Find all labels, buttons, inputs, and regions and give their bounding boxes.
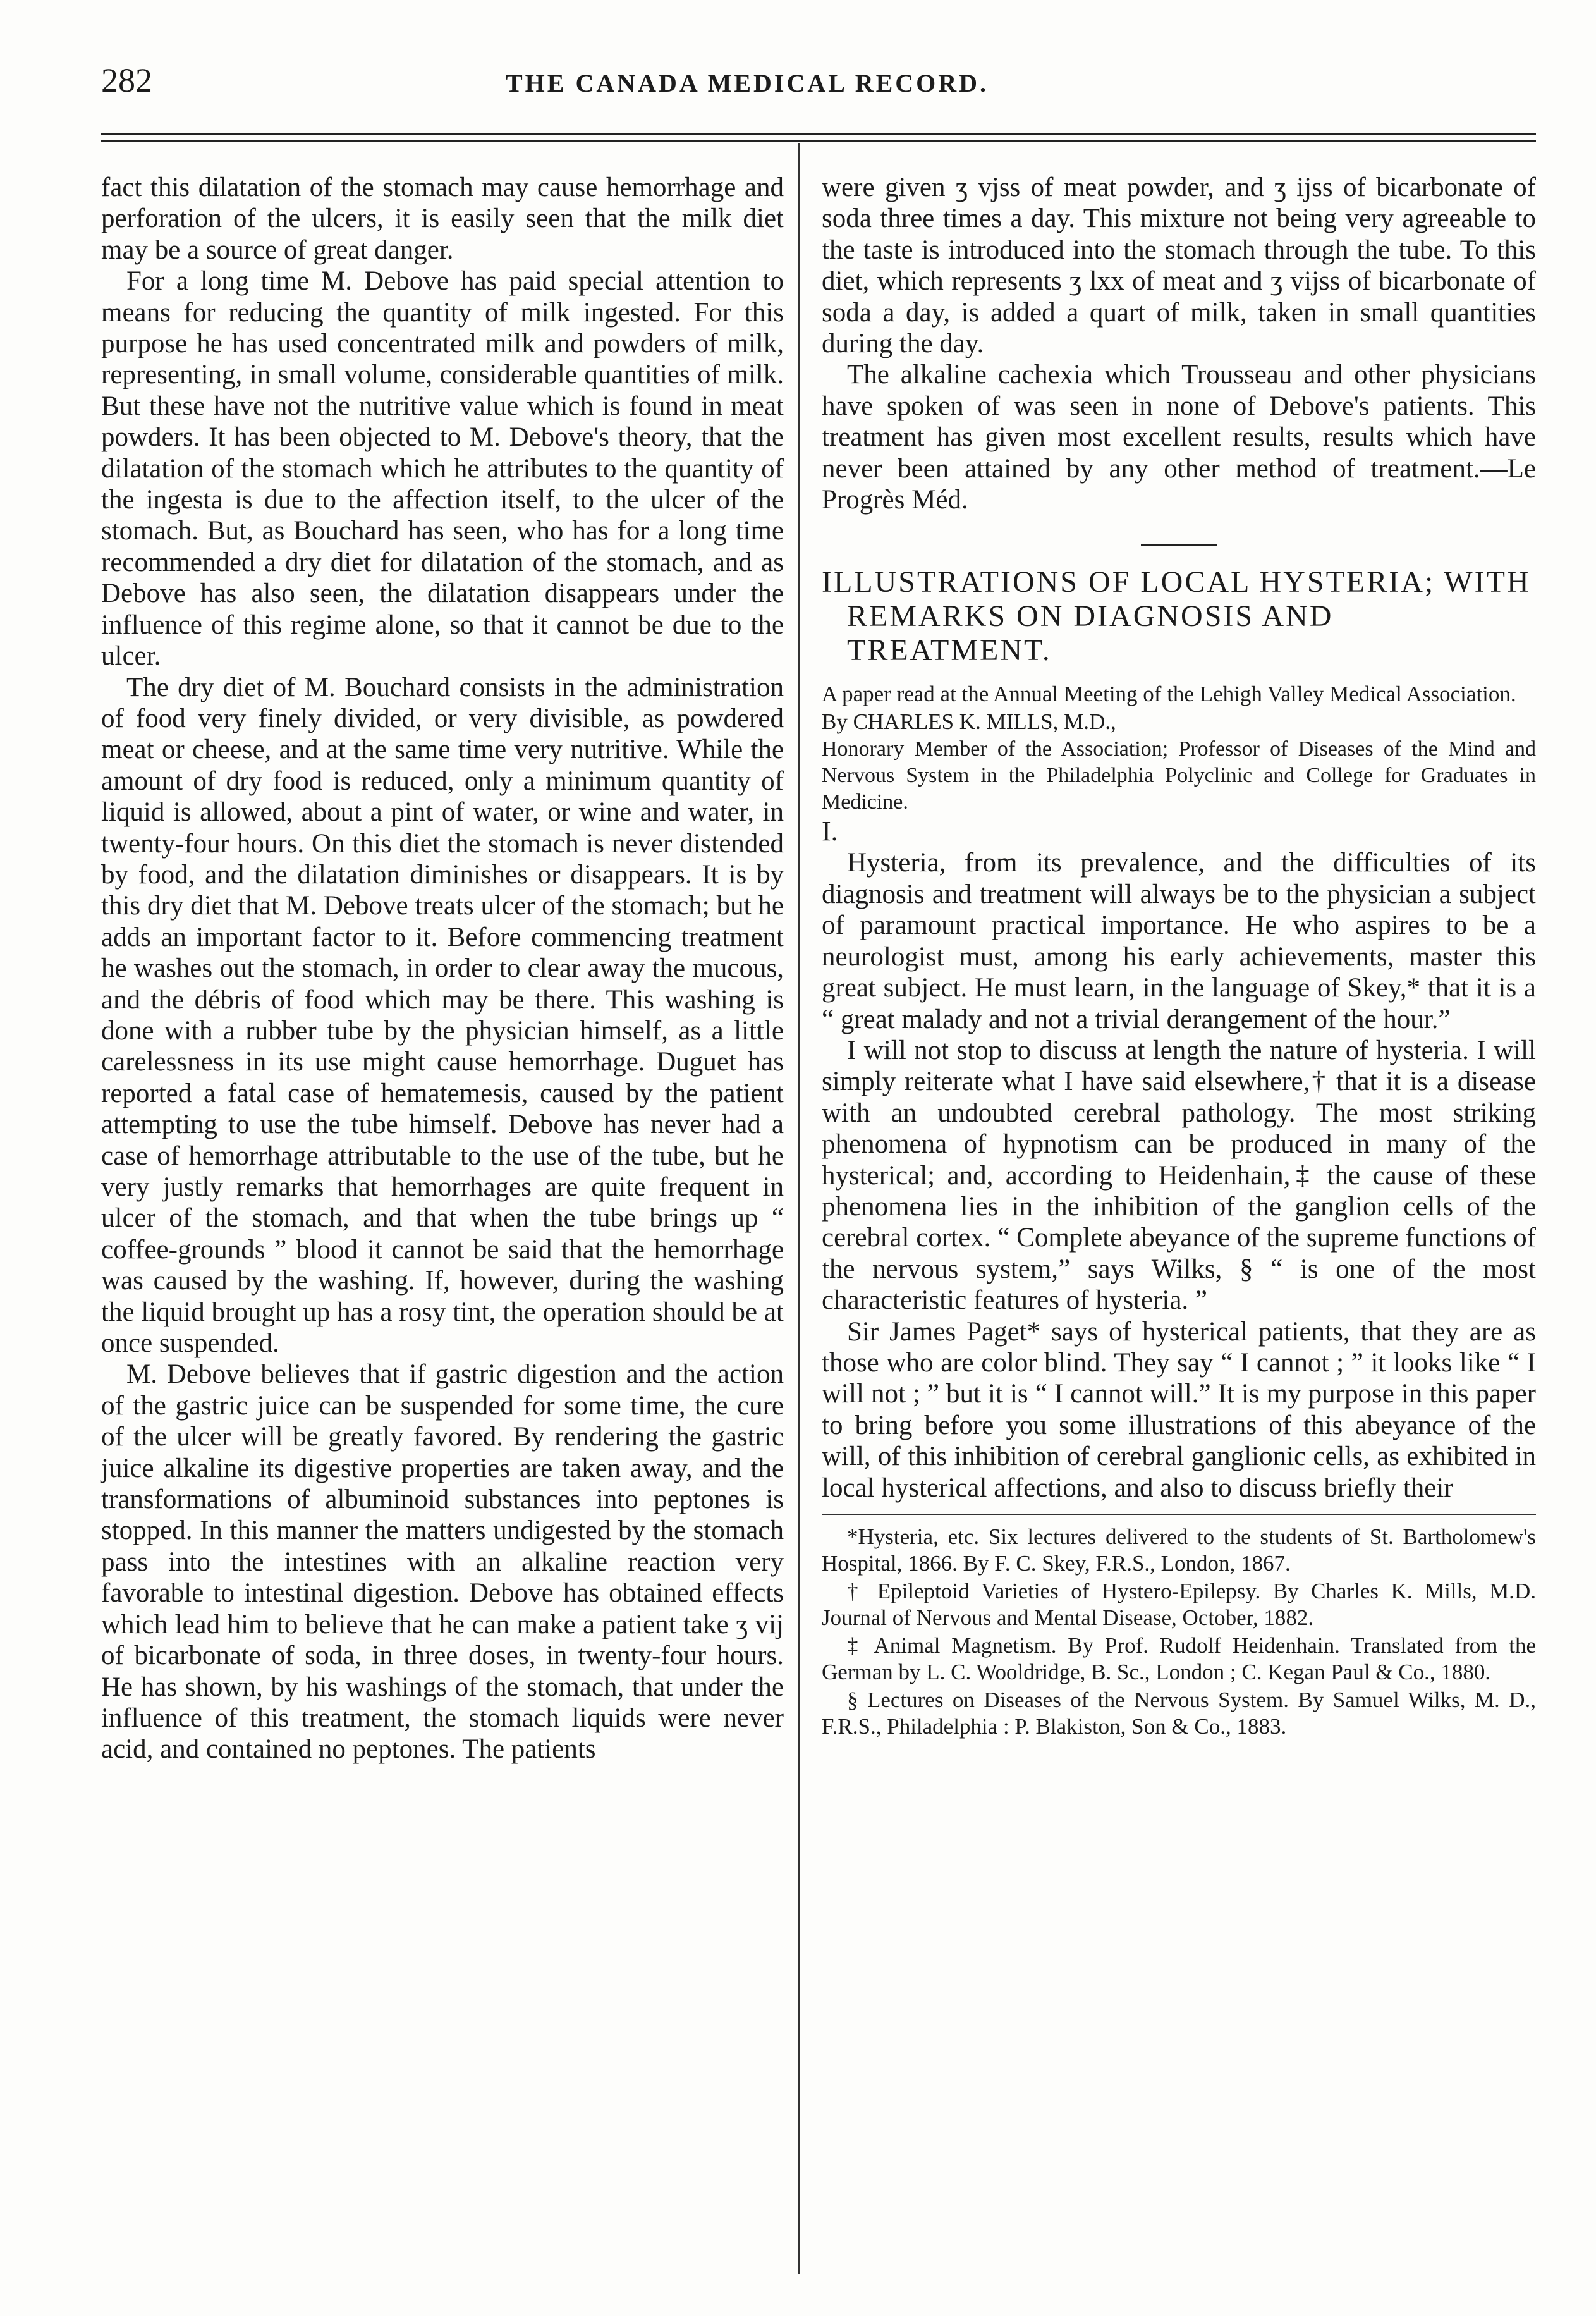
journal-title: THE CANADA MEDICAL RECORD. bbox=[506, 69, 989, 97]
header-rule bbox=[101, 133, 1536, 135]
footnote: † Epileptoid Varieties of Hystero-Epilepsy. By Charles K. Mills, M.D. Journal of Nervous and Mental Disease, October, 1882. bbox=[822, 1579, 1536, 1630]
footnote: ‡ Animal Magnetism. By Prof. Rudolf Heidenhain. Translated from the German by L. C. Wooldridge, B. Sc., London ; C. Kegan Paul & Co., 1880. bbox=[822, 1633, 1536, 1684]
body-paragraph: were given ʒ vjss of meat powder, and ʒ ijss of bicarbonate of soda three times a day. This mixture not being very agreeable to the taste is introduced into the stomach through the tube. To this diet, which represents ʒ lxx of meat and ʒ vijss of bicarbonate of soda a day, is added a quart of milk, taken in small quantities during the day. bbox=[822, 173, 1536, 359]
footnote: § Lectures on Diseases of the Nervous System. By Samuel Wilks, M. D., F.R.S., Philadelphia : P. Blakiston, Son & Co., 1883. bbox=[822, 1688, 1536, 1739]
page-number: 282 bbox=[101, 61, 152, 99]
body-paragraph: I will not stop to discuss at length the nature of hysteria. I will simply reiterate what I have said elsewhere,† that it is a disease with an undoubted cerebral pathology. The most striking phenomena of hypnotism can be produced in many of the hysterical; and, according to Heidenhain,‡ the cause of these phenomena lies in the inhibition of the ganglion cells of the cerebral cortex. “ Complete abeyance of the supreme functions of the nervous system,” says Wilks, § “ is one of the most characteristic features of hysteria. ” bbox=[822, 1035, 1536, 1316]
article-title: ILLUSTRATIONS OF LOCAL HYSTERIA; WITH REMARKS ON DIAGNOSIS AND TREATMENT. bbox=[822, 565, 1531, 668]
body-paragraph: For a long time M. Debove has paid special attention to means for reducing the quantity of milk ingested. For this purpose he has used concentrated milk and powders of milk, representing, in small volume, considerable quantities of milk. But these have not the nutritive value which is found in meat powders. It has been objected to M. Debove's theory, that the dilatation of the stomach which he attributes to the quantity of the ingesta is due to the affection itself, to the ulcer of the stomach. But, as Bouchard has seen, who has for a long time recommended a dry diet for dilatation of the stomach, and as Debove has also seen, the dilatation disappears under the influence of this regime alone, so that it cannot be due to the ulcer. bbox=[101, 266, 784, 671]
article-byline: By CHARLES K. MILLS, M.D., bbox=[822, 709, 1116, 735]
header-rule-double bbox=[101, 140, 1536, 142]
article-separator bbox=[1141, 544, 1217, 546]
footnote: *Hysteria, etc. Six lectures delivered to the students of St. Bartholomew's Hospital, 1866. By F. C. Skey, F.R.S., London, 1867. bbox=[822, 1524, 1536, 1576]
column-divider bbox=[798, 143, 800, 2274]
body-paragraph: The dry diet of M. Bouchard consists in the administration of food very finely divided, or very divisible, as powdered meat or cheese, and at the same time very nutritive. While the amount of dry food is reduced, only a minimum quantity of liquid is allowed, about a pint of water, or wine and water, in twenty-four hours. On this diet the stomach is never distended by food, and the dilatation diminishes or disappears. It is by this dry diet that M. Debove treats ulcer of the stomach; but he adds an important factor to it. Before commencing treatment he washes out the stomach, in order to clear away the mucous, and the débris of food which may be there. This washing is done with a rubber tube by the physician himself, as a little carelessness in its use might cause hemorrhage. Duguet has reported a fatal case of hematemesis, caused by the patient attempting to use the tube himself. Debove has never had a case of hemorrhage attributable to the use of the tube, but he very justly remarks that hemorrhages are quite frequent in ulcer of the stomach, and that when the tube brings up “ coffee-grounds ” blood it cannot be said that the hemorrhage was caused by the washing. If, however, during the washing the liquid brought up has a rosy tint, the operation should be at once suspended. bbox=[101, 672, 784, 1359]
footnote-rule bbox=[822, 1514, 1536, 1515]
body-paragraph: The alkaline cachexia which Trousseau and other physicians have spoken of was seen in none of Debove's patients. This treatment has given most excellent results, results which have never been attained by any other method of treatment.—Le Progrès Méd. bbox=[822, 360, 1536, 515]
body-paragraph: Sir James Paget* says of hysterical patients, that they are as those who are color blind. They say “ I cannot ; ” it looks like “ I will not ; ” but it is “ I cannot will.” It is my purpose in this paper to bring before you some illustrations of this abeyance of the will, of this inhibition of cerebral ganglionic cells, as exhibited in local hysterical affections, and also to discuss briefly their bbox=[822, 1316, 1536, 1503]
article-subtitle: A paper read at the Annual Meeting of the Lehigh Valley Medical Association. bbox=[822, 682, 1516, 707]
body-paragraph: M. Debove believes that if gastric digestion and the action of the gastric juice can be suspended for some time, the cure of the ulcer will be greatly favored. By rendering the gastric juice alkaline its digestive properties are taken away, and the transformations of albuminoid substances into peptones is stopped. In this manner the matters undigested by the stomach pass into the intestines with an alkaline reaction very favorable to intestinal digestion. Debove has obtained effects which lead him to believe that he can make a patient take ʒ vij of bicarbonate of soda, in three doses, in twenty-four hours. He has shown, by his washings of the stomach, that under the influence of this treatment, the stomach liquids were never acid, and contained no peptones. The patients bbox=[101, 1359, 784, 1765]
left-column bbox=[101, 172, 784, 1765]
section-number: I. bbox=[822, 816, 838, 847]
body-paragraph: Hysteria, from its prevalence, and the difficulties of its diagnosis and treatment will always be to the physician a subject of paramount practical importance. He who aspires to be a neurologist must, among his early achievements, master this great subject. He must learn, in the language of Skey,* that it is a “ great malady and not a trivial derangement of the hour.” bbox=[822, 848, 1536, 1034]
right-column bbox=[822, 172, 1536, 1740]
author-affiliation: Honorary Member of the Association; Professor of Diseases of the Mind and Nervous System in the Philadelphia Polyclinic and College for Graduates in Medicine. bbox=[822, 737, 1536, 814]
body-paragraph: fact this dilatation of the stomach may cause hemorrhage and perforation of the ulcers, it is easily seen that the milk diet may be a source of great danger. bbox=[101, 173, 784, 265]
